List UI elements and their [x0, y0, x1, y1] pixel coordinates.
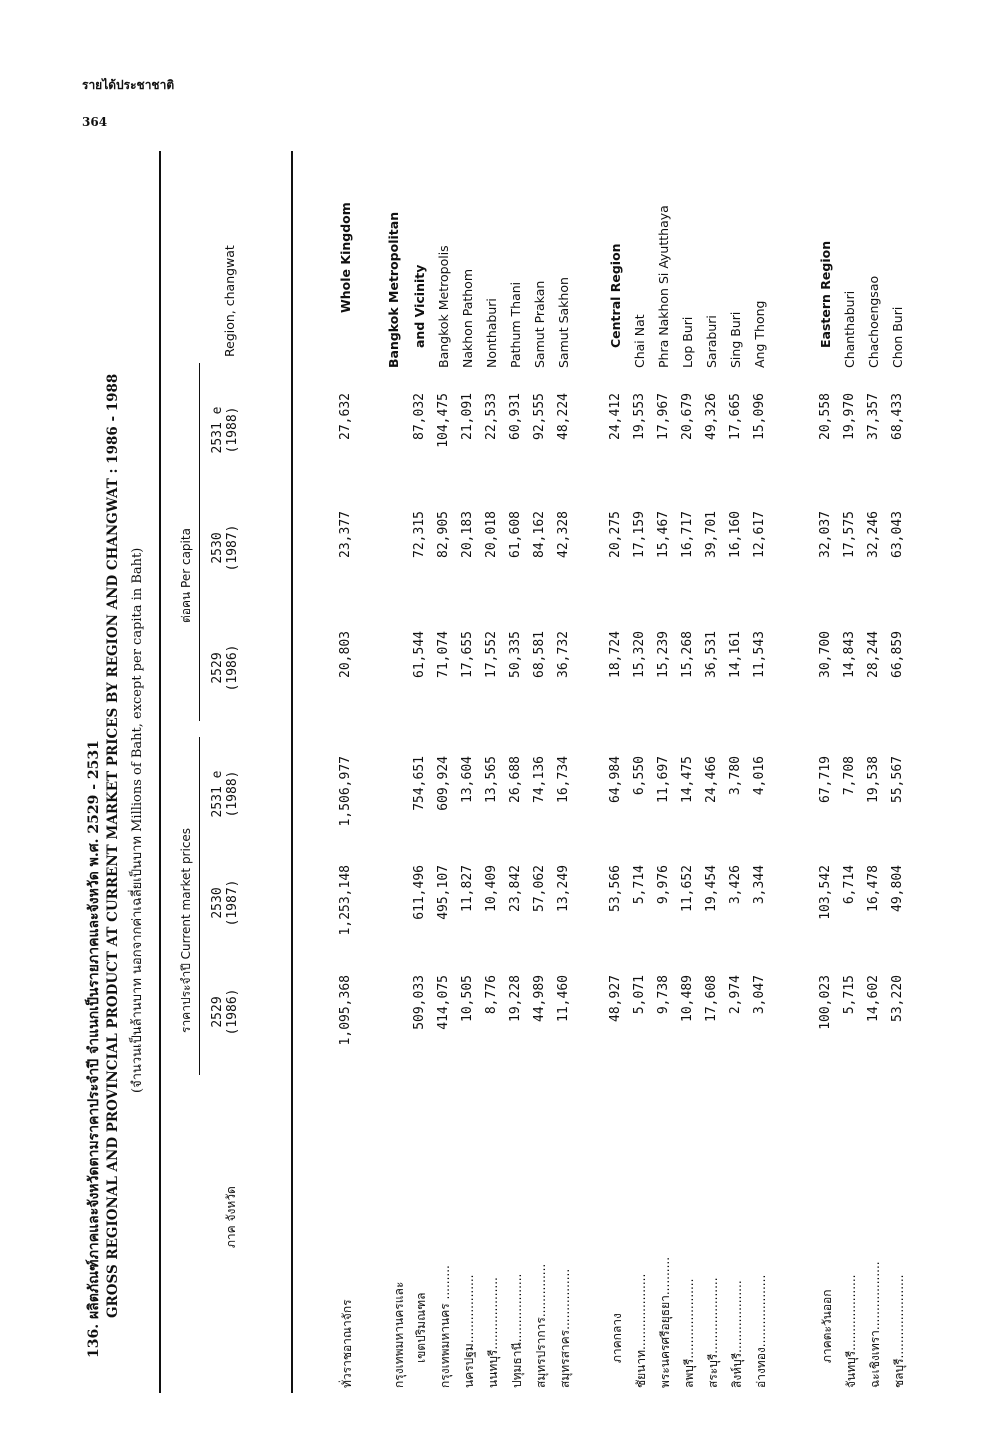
row-en-label: Chai Nat — [632, 314, 647, 368]
cell: 15,096 — [752, 393, 767, 440]
row-en-label: Eastern Region — [818, 240, 833, 348]
cell: 15,467 — [656, 511, 671, 558]
cell: 17,575 — [842, 511, 857, 558]
row-en-label: Pathum Thani — [508, 281, 523, 368]
cell: 36,732 — [556, 631, 571, 678]
cell: 60,931 — [508, 393, 523, 440]
year-en: (1987) — [225, 524, 240, 572]
row-en-label: Samut Sakhon — [556, 277, 571, 368]
cell: 42,328 — [556, 511, 571, 558]
cell: 1,253,148 — [338, 865, 353, 936]
cell: 15,268 — [680, 631, 695, 678]
cell: 20,679 — [680, 393, 695, 440]
cell: 27,632 — [338, 393, 353, 440]
cell: 20,275 — [608, 511, 623, 558]
year-en: (1986) — [225, 644, 240, 692]
cell: 3,426 — [728, 865, 743, 905]
cell: 68,581 — [532, 631, 547, 678]
cell: 57,062 — [532, 865, 547, 912]
row-en-label: Sing Buri — [728, 311, 743, 368]
row-th-label: อ่างทอง................... — [754, 1274, 768, 1388]
cell: 13,249 — [556, 865, 571, 912]
cell: 5,071 — [632, 975, 647, 1015]
header-rule — [291, 151, 293, 1393]
year-en: (1988) — [225, 770, 240, 818]
cell: 11,652 — [680, 865, 695, 912]
cell: 48,224 — [556, 393, 571, 440]
cell: 53,566 — [608, 865, 623, 912]
year-header-6 — [210, 385, 240, 475]
year-th: 2529 — [210, 652, 225, 684]
cell: 61,608 — [508, 511, 523, 558]
row-th-label: นนทบุรี................... — [486, 1277, 500, 1388]
cell: 36,531 — [704, 631, 719, 678]
cell: 495,107 — [436, 865, 451, 920]
cell: 66,859 — [890, 631, 905, 678]
row-th-label: สมุทรปราการ.............. — [534, 1263, 548, 1388]
cell: 3,047 — [752, 975, 767, 1015]
cell: 71,074 — [436, 631, 451, 678]
cell: 20,183 — [460, 511, 475, 558]
cell: 72,315 — [412, 511, 427, 558]
cell: 61,544 — [412, 631, 427, 678]
cell: 11,543 — [752, 631, 767, 678]
cell: 19,553 — [632, 393, 647, 440]
cell: 28,244 — [866, 631, 881, 678]
row-th-label: สมุทรสาคร................ — [558, 1268, 572, 1388]
row-en-label: Ang Thong — [752, 300, 767, 368]
table-units: (จำนวนเป็นล้านบาท นอกจากค่าเฉลี่ยเป็นบาท Millions of Baht, except per capita in Baht) — [130, 547, 145, 1093]
cell: 39,701 — [704, 511, 719, 558]
cell: 9,738 — [656, 975, 671, 1015]
cell: 50,335 — [508, 631, 523, 678]
year-th: 2531 e — [210, 770, 225, 818]
cell: 32,246 — [866, 511, 881, 558]
cell: 87,032 — [412, 393, 427, 440]
cell: 414,075 — [436, 975, 451, 1030]
cell: 2,974 — [728, 975, 743, 1015]
col-region-en-header: Region, changwat — [222, 245, 237, 357]
cell: 16,478 — [866, 865, 881, 912]
row-en-label: Nakhon Pathom — [460, 269, 475, 368]
year-th: 2530 — [210, 887, 225, 919]
row-th-label: เขตปริมณฑล — [414, 1292, 428, 1363]
cell: 53,220 — [890, 975, 905, 1022]
year-header-4 — [210, 623, 240, 713]
cell: 24,412 — [608, 393, 623, 440]
cell: 37,357 — [866, 393, 881, 440]
cell: 15,239 — [656, 631, 671, 678]
cell: 509,033 — [412, 975, 427, 1030]
table-title-th — [83, 740, 105, 1358]
row-en-label: Chon Buri — [890, 306, 905, 368]
cell: 19,970 — [842, 393, 857, 440]
cell: 67,719 — [818, 756, 833, 803]
row-th-label: จันทบุรี.................... — [844, 1274, 858, 1388]
cell: 17,159 — [632, 511, 647, 558]
cell: 11,460 — [556, 975, 571, 1022]
cell: 17,655 — [460, 631, 475, 678]
row-en-label: Saraburi — [704, 315, 719, 368]
cell: 19,228 — [508, 975, 523, 1022]
cell: 64,984 — [608, 756, 623, 803]
rotated-table-page — [80, 57, 930, 1393]
year-th: 2529 — [210, 996, 225, 1028]
cell: 10,505 — [460, 975, 475, 1022]
cell: 6,550 — [632, 756, 647, 796]
cell: 19,454 — [704, 865, 719, 912]
cell: 49,804 — [890, 865, 905, 912]
per-capita-header: ต่อคน Per capita — [179, 528, 193, 623]
current-prices-underline — [199, 737, 200, 1075]
cell: 10,409 — [484, 865, 499, 912]
cell: 611,496 — [412, 865, 427, 920]
col-region-th-header: ภาค จังหวัด — [224, 1186, 238, 1248]
table-title-thai: ผลิตภัณฑ์ภาคและจังหวัดตามราคาประจำปี จำแนกเป็นรายภาคและจังหวัด พ.ศ. 2529 - 2531 — [86, 740, 102, 1320]
table-number: 136. — [86, 1323, 102, 1358]
cell: 13,565 — [484, 756, 499, 803]
cell: 100,023 — [818, 975, 833, 1030]
cell: 30,700 — [818, 631, 833, 678]
cell: 17,608 — [704, 975, 719, 1022]
cell: 17,967 — [656, 393, 671, 440]
cell: 44,989 — [532, 975, 547, 1022]
year-header-3 — [210, 749, 240, 839]
cell: 14,602 — [866, 975, 881, 1022]
row-th-label: ทั่วราชอาณาจักร — [340, 1299, 354, 1388]
cell: 10,489 — [680, 975, 695, 1022]
cell: 48,927 — [608, 975, 623, 1022]
cell: 16,160 — [728, 511, 743, 558]
row-en-label: and Vicinity — [412, 264, 427, 348]
row-en-label: Samut Prakan — [532, 280, 547, 368]
cell: 103,542 — [818, 865, 833, 920]
cell: 3,344 — [752, 865, 767, 905]
cell: 26,688 — [508, 756, 523, 803]
row-en-label: Bangkok Metropolis — [436, 245, 451, 368]
row-en-label: Chachoengsao — [866, 275, 881, 368]
cell: 32,037 — [818, 511, 833, 558]
year-th: 2530 — [210, 532, 225, 564]
cell: 5,715 — [842, 975, 857, 1015]
year-en: (1988) — [225, 406, 240, 454]
cell: 6,714 — [842, 865, 857, 905]
current-prices-header: ราคาประจำปี Current market prices — [179, 827, 193, 1033]
cell: 104,475 — [436, 393, 451, 448]
cell: 14,161 — [728, 631, 743, 678]
row-th-label: ชัยนาท.................... — [634, 1273, 648, 1388]
cell: 12,617 — [752, 511, 767, 558]
cell: 15,320 — [632, 631, 647, 678]
year-header-5 — [210, 503, 240, 593]
cell: 20,558 — [818, 393, 833, 440]
cell: 21,091 — [460, 393, 475, 440]
cell: 7,708 — [842, 756, 857, 796]
year-th: 2531 e — [210, 406, 225, 454]
cell: 22,533 — [484, 393, 499, 440]
cell: 18,724 — [608, 631, 623, 678]
cell: 20,018 — [484, 511, 499, 558]
table-title-en: GROSS REGIONAL AND PROVINCIAL PRODUCT AT CURRENT MARKET PRICES BY REGION AND CHANGWAT : 1986 - 1988 — [105, 373, 121, 1318]
per-capita-underline — [199, 363, 200, 721]
cell: 17,552 — [484, 631, 499, 678]
cell: 5,714 — [632, 865, 647, 905]
row-th-label: สระบุรี.................... — [706, 1277, 720, 1388]
row-en-label: Central Region — [608, 243, 623, 348]
cell: 8,776 — [484, 975, 499, 1015]
cell: 49,326 — [704, 393, 719, 440]
cell: 16,717 — [680, 511, 695, 558]
row-th-label: ฉะเชิงเทรา.................. — [868, 1261, 882, 1388]
cell: 17,665 — [728, 393, 743, 440]
row-en-label: Nonthaburi — [484, 298, 499, 368]
row-en-label: Bangkok Metropolitan — [386, 211, 401, 368]
row-th-label: สิงห์บุรี................... — [730, 1280, 744, 1388]
row-th-label: ภาคตะวันออก — [820, 1289, 834, 1363]
year-header-2 — [210, 858, 240, 948]
cell: 92,555 — [532, 393, 547, 440]
cell: 74,136 — [532, 756, 547, 803]
row-en-label: Phra Nakhon Si Ayutthaya — [656, 205, 671, 368]
row-en-label: Whole Kingdom — [338, 202, 353, 313]
cell: 14,843 — [842, 631, 857, 678]
year-en: (1986) — [225, 988, 240, 1036]
cell: 9,976 — [656, 865, 671, 905]
cell: 13,604 — [460, 756, 475, 803]
row-th-label: ลพบุรี..................... — [682, 1278, 696, 1388]
cell: 23,842 — [508, 865, 523, 912]
cell: 55,567 — [890, 756, 905, 803]
cell: 16,734 — [556, 756, 571, 803]
cell: 23,377 — [338, 511, 353, 558]
row-th-label: กรุงเทพมหานครและ — [392, 1281, 406, 1388]
row-th-label: ปทุมธานี.................. — [510, 1273, 524, 1388]
running-head: รายได้ประชาชาติ — [82, 78, 175, 92]
top-rule — [159, 151, 161, 1393]
cell: 24,466 — [704, 756, 719, 803]
row-th-label: นครปฐม.................. — [462, 1274, 476, 1388]
cell: 4,016 — [752, 756, 767, 796]
row-th-label: ภาคกลาง — [610, 1313, 624, 1363]
cell: 82,905 — [436, 511, 451, 558]
cell: 754,651 — [412, 756, 427, 811]
cell: 84,162 — [532, 511, 547, 558]
cell: 1,506,977 — [338, 756, 353, 827]
cell: 11,827 — [460, 865, 475, 912]
row-en-label: Chanthaburi — [842, 290, 857, 368]
cell: 11,697 — [656, 756, 671, 803]
year-en: (1987) — [225, 879, 240, 927]
cell: 609,924 — [436, 756, 451, 811]
cell: 20,803 — [338, 631, 353, 678]
cell: 63,043 — [890, 511, 905, 558]
year-header-1 — [210, 967, 240, 1057]
cell: 14,475 — [680, 756, 695, 803]
cell: 68,433 — [890, 393, 905, 440]
cell: 19,538 — [866, 756, 881, 803]
row-en-label: Lop Buri — [680, 316, 695, 368]
cell: 1,095,368 — [338, 975, 353, 1046]
row-th-label: พระนครศรีอยุธยา.......... — [658, 1256, 672, 1388]
row-th-label: กรุงเทพมหานคร ......... — [438, 1265, 452, 1388]
cell: 3,780 — [728, 756, 743, 796]
row-th-label: ชลบุรี...................... — [892, 1274, 906, 1388]
page-number: 364 — [82, 115, 108, 129]
